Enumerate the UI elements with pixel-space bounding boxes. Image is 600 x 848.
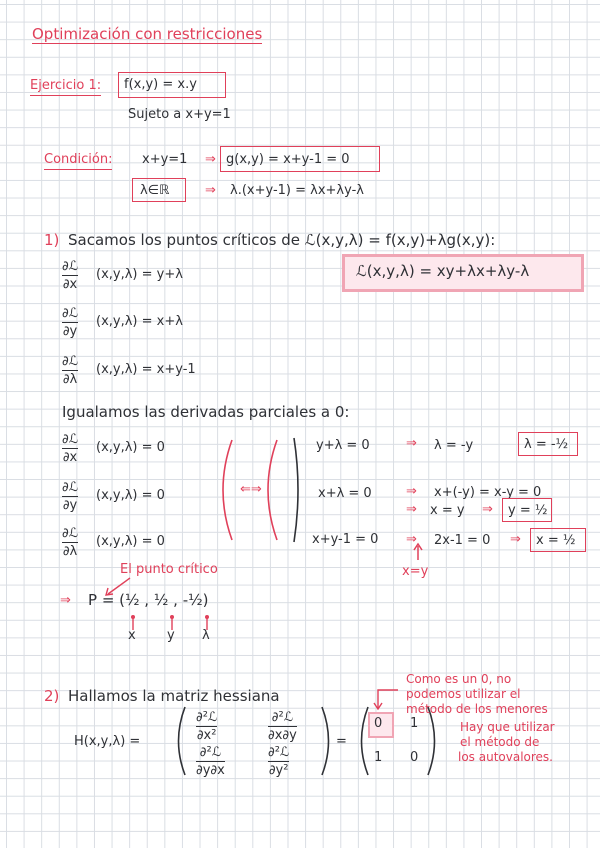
condition-label: Condición: bbox=[44, 152, 112, 170]
note-line: Como es un 0, no bbox=[406, 672, 512, 686]
left-system-bracket bbox=[223, 440, 232, 540]
implies-arrow: ⇒ bbox=[482, 502, 493, 517]
hessian-entry: ∂²ℒ ∂x² bbox=[196, 710, 218, 743]
hessian-entry: ∂²ℒ ∂y² bbox=[268, 745, 290, 778]
system-eq-3: x+y-1 = 0 bbox=[312, 532, 379, 547]
right-system-bracket bbox=[294, 438, 298, 542]
implies-arrow: ⇒ bbox=[406, 484, 417, 499]
system-eq-1: y+λ = 0 bbox=[316, 438, 370, 453]
point-label-x: x bbox=[128, 628, 136, 643]
partial-fraction: ∂ℒ ∂λ bbox=[62, 354, 79, 387]
solution-x-equals-y: x = y bbox=[430, 503, 465, 518]
solution-x-minus-y: x+(-y) = x-y = 0 bbox=[434, 485, 542, 500]
matrix-entry: 0 bbox=[374, 716, 383, 731]
point-label-y: y bbox=[167, 628, 175, 643]
solution-lambda-y: λ = -y bbox=[434, 438, 474, 453]
page-title: Optimización con restricciones bbox=[32, 25, 263, 43]
step-text: Sacamos los puntos críticos de ℒ(x,y,λ) = f(x,y)+λg(x,y): bbox=[68, 231, 496, 249]
critical-point: P = (½ , ½ , -½) bbox=[88, 591, 209, 609]
implies-arrow: ⇒ bbox=[406, 502, 417, 517]
system-eq-2: x+λ = 0 bbox=[318, 486, 372, 501]
implies-arrow: ⇒ bbox=[406, 436, 417, 451]
note-line: Hay que utilizar bbox=[460, 720, 555, 734]
point-label-lambda: λ bbox=[202, 628, 210, 643]
result-y: y = ½ bbox=[508, 503, 548, 518]
result-x: x = ½ bbox=[536, 533, 576, 548]
equated-y: (x,y,λ) = 0 bbox=[96, 488, 165, 503]
step-number: 1) bbox=[44, 231, 60, 249]
critical-point-label: El punto crítico bbox=[120, 562, 218, 577]
hessian-entry: ∂²ℒ ∂x∂y bbox=[268, 710, 297, 743]
partial-lambda: (x,y,λ) = x+y-1 bbox=[96, 362, 196, 377]
lagrangian: ℒ(x,y,λ) = xy+λx+λy-λ bbox=[356, 262, 530, 280]
x-equals-y-note: x=y bbox=[402, 564, 429, 579]
partial-fraction: ∂ℒ ∂x bbox=[62, 432, 79, 465]
lambda-domain: λ∈ℝ bbox=[140, 183, 170, 198]
partial-fraction: ∂ℒ ∂x bbox=[62, 259, 79, 292]
partial-fraction: ∂ℒ ∂y bbox=[62, 306, 79, 339]
matrix-entry: 1 bbox=[374, 750, 383, 765]
hessian-label: H(x,y,λ) = bbox=[74, 734, 141, 749]
equated-lambda: (x,y,λ) = 0 bbox=[96, 534, 165, 549]
implies-arrow: ⇒ bbox=[205, 183, 216, 198]
partial-x: (x,y,λ) = y+λ bbox=[96, 267, 183, 282]
g-function: g(x,y) = x+y-1 = 0 bbox=[226, 152, 350, 167]
lambda-expression: λ.(x+y-1) = λx+λy-λ bbox=[230, 183, 364, 198]
implies-arrow: ⇒ bbox=[510, 532, 521, 547]
objective-function: f(x,y) = x.y bbox=[124, 77, 197, 92]
note-line: los autovalores. bbox=[458, 750, 553, 764]
equated-x: (x,y,λ) = 0 bbox=[96, 440, 165, 455]
note-line: el método de bbox=[460, 735, 540, 749]
equate-text: Igualamos las derivadas parciales a 0: bbox=[62, 403, 350, 421]
result-lambda: λ = -½ bbox=[524, 437, 569, 452]
note-line: método de los menores bbox=[406, 702, 548, 716]
equivalence-arrow: ⇐⇒ bbox=[240, 482, 262, 497]
partial-y: (x,y,λ) = x+λ bbox=[96, 314, 183, 329]
implies-arrow: ⇒ bbox=[205, 152, 216, 167]
matrix-entry: 0 bbox=[410, 750, 419, 765]
implies-arrow: ⇒ bbox=[60, 593, 71, 608]
hessian-entry: ∂²ℒ ∂y∂x bbox=[196, 745, 225, 778]
equals-sign: = bbox=[336, 734, 347, 749]
condition-equation: x+y=1 bbox=[142, 152, 188, 167]
solution-2x: 2x-1 = 0 bbox=[434, 533, 491, 548]
matrix-entry: 1 bbox=[410, 716, 419, 731]
implies-arrow: ⇒ bbox=[406, 532, 417, 547]
partial-fraction: ∂ℒ ∂λ bbox=[62, 526, 79, 559]
constraint-text: Sujeto a x+y=1 bbox=[128, 107, 231, 122]
partial-fraction: ∂ℒ ∂y bbox=[62, 480, 79, 513]
note-line: podemos utilizar el bbox=[406, 687, 521, 701]
step-number: 2) bbox=[44, 687, 60, 705]
step-text: Hallamos la matriz hessiana bbox=[68, 687, 280, 705]
left-system-bracket-2 bbox=[268, 440, 277, 540]
exercise-label: Ejercicio 1: bbox=[30, 78, 101, 96]
